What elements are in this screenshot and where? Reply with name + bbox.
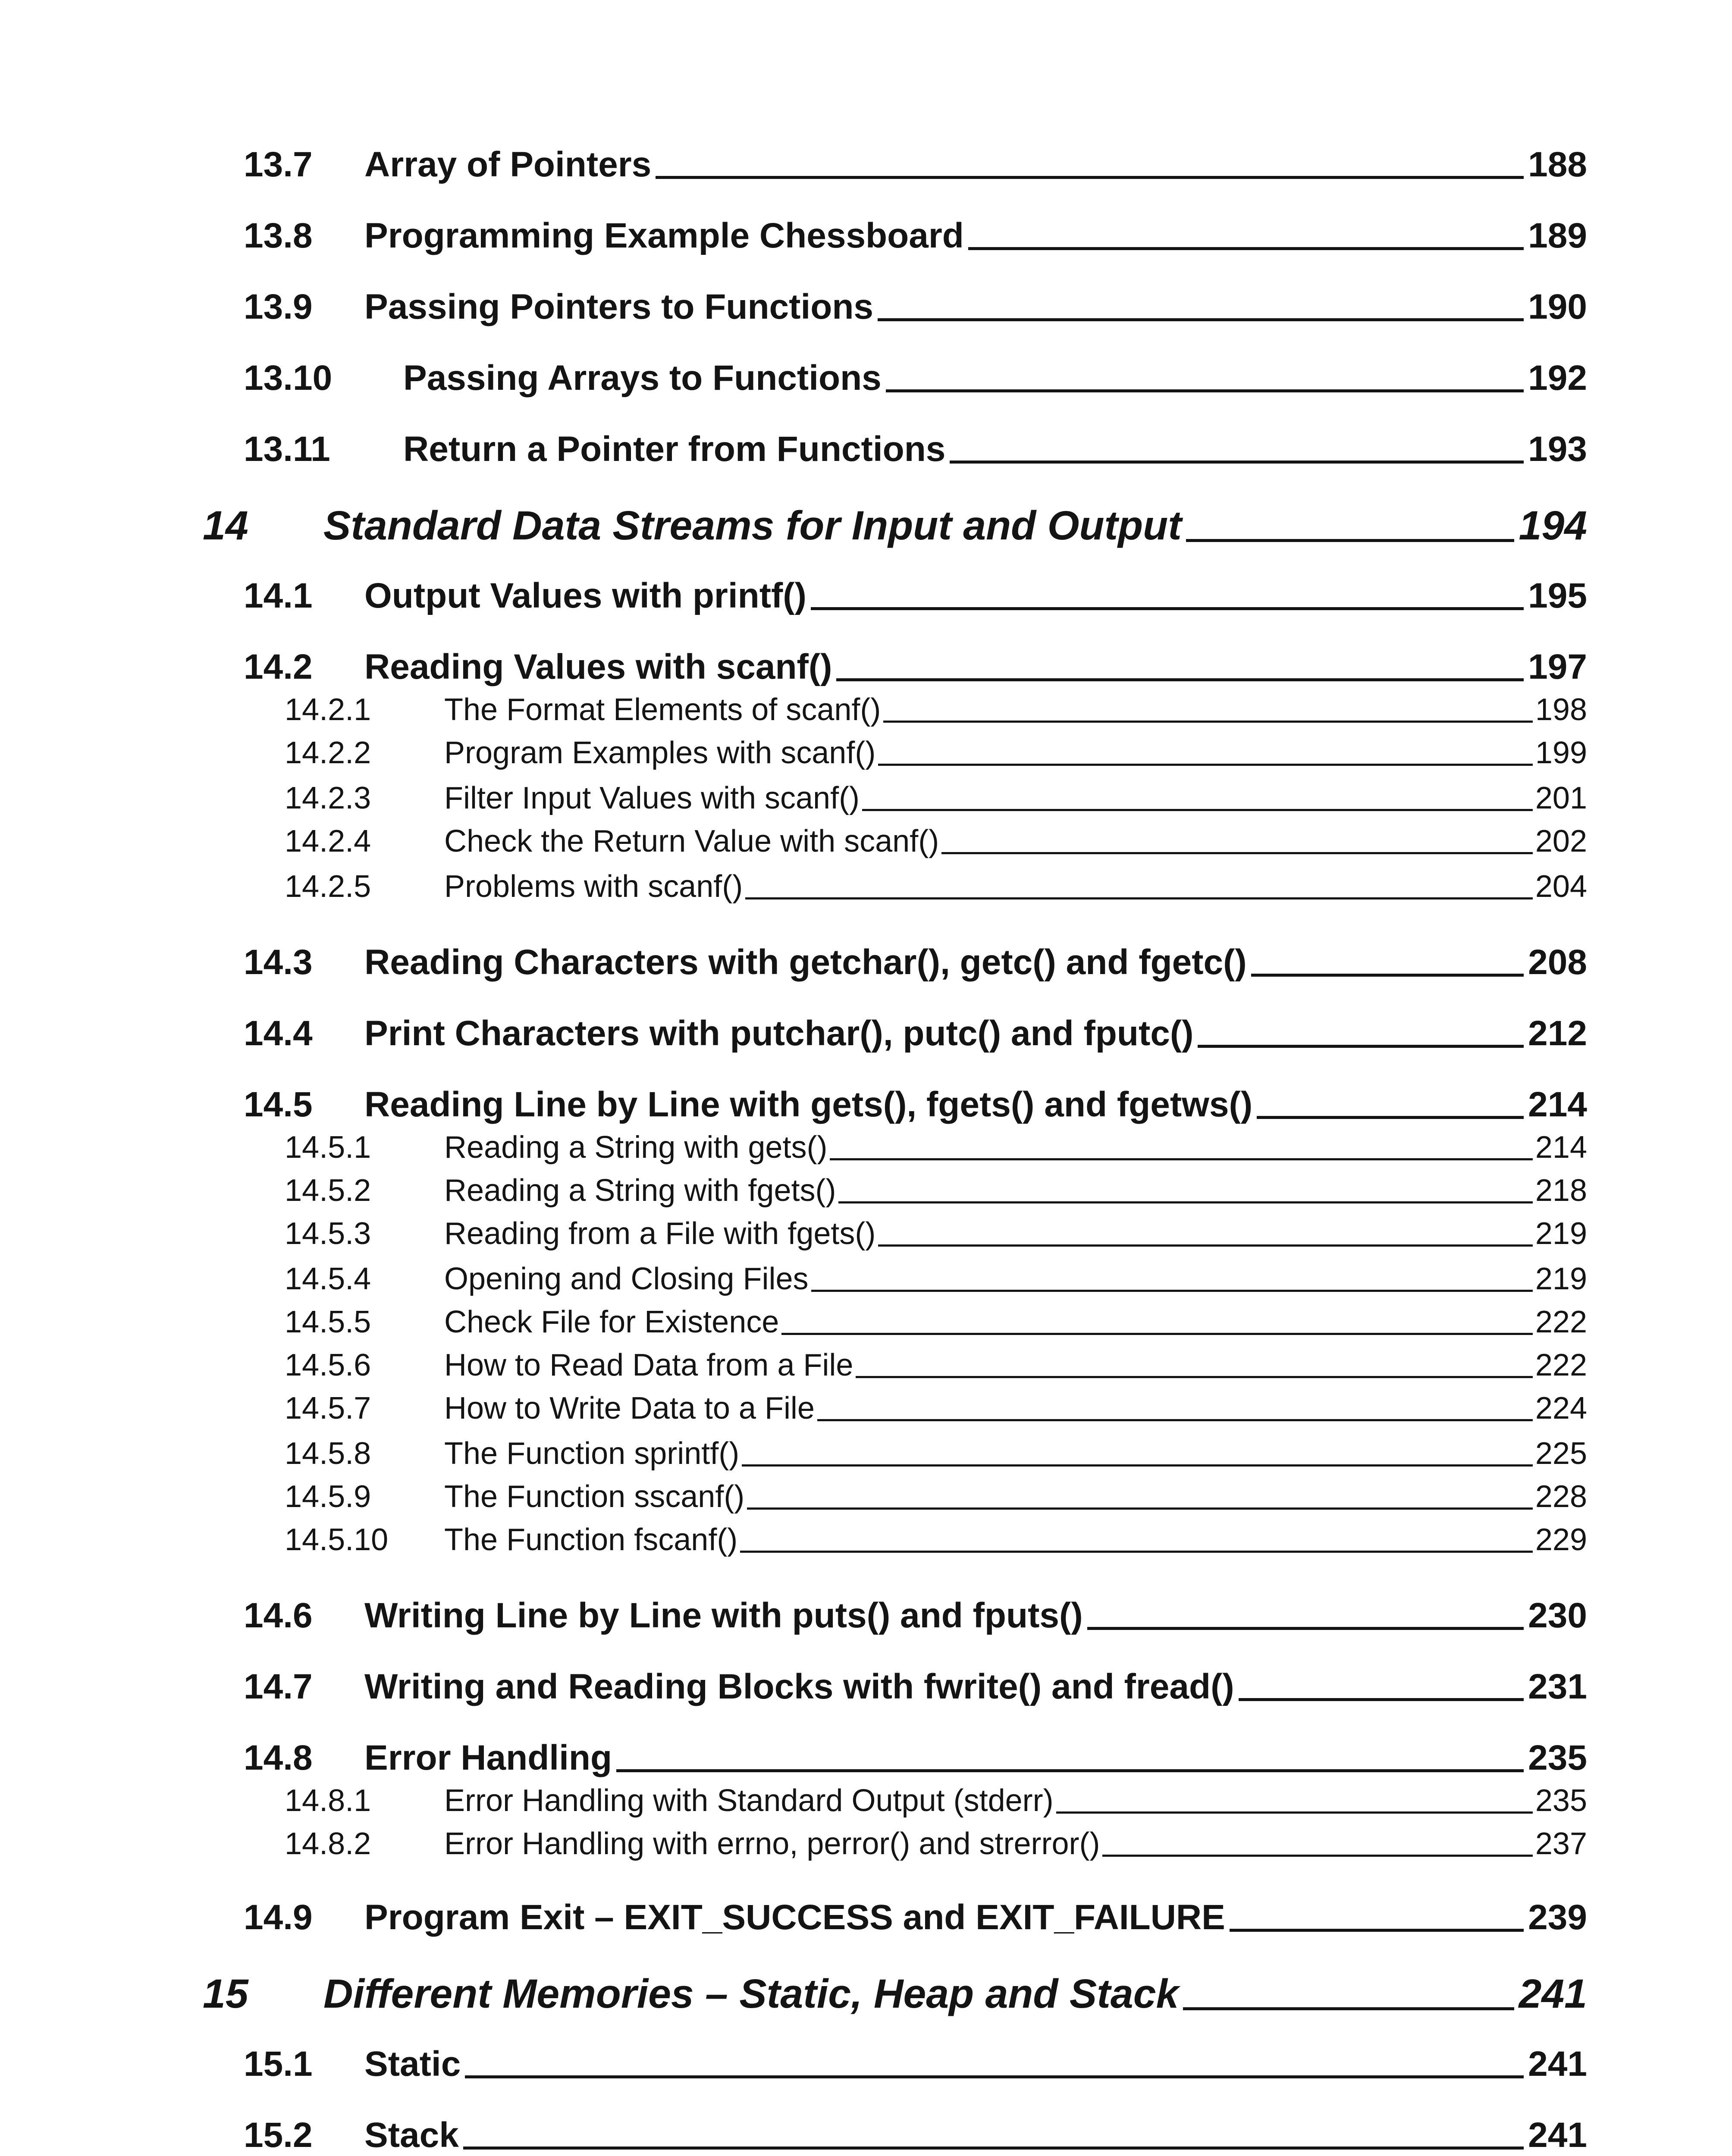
entry-number: 14.8.1 [285,1783,371,1818]
leader-line [838,1201,1532,1203]
entry-title: The Function sscanf() [444,1479,745,1514]
toc-subsection-entry[interactable] [285,824,1587,867]
page-number: 189 [1528,216,1587,255]
entry-number: 14.5.2 [285,1173,371,1208]
toc-subsection-entry[interactable] [285,1479,1587,1522]
leader-line [1183,2007,1514,2010]
entry-title: Error Handling [364,1738,612,1777]
page-number: 195 [1528,576,1587,615]
entry-title: Reading a String with fgets() [444,1173,836,1208]
toc-section-entry[interactable] [244,358,1587,412]
entry-title: Reading a String with gets() [444,1130,828,1165]
toc-section-entry[interactable] [244,2044,1587,2098]
page-number: 214 [1528,1085,1587,1124]
leader-line [1102,1855,1532,1857]
toc-subsection-entry[interactable] [285,735,1587,778]
entry-title: The Function sprintf() [444,1436,740,1471]
leader-line [742,1464,1533,1467]
toc-section-entry[interactable] [244,216,1587,270]
entry-title: Writing and Reading Blocks with fwrite() and fread() [364,1667,1234,1706]
entry-title: Writing Line by Line with puts() and fputs() [364,1596,1083,1635]
leader-line [656,176,1524,179]
toc-section-entry[interactable] [244,429,1587,483]
entry-title: Reading Characters with getchar(), getc() and fgetc() [364,943,1247,982]
leader-line [1230,1929,1524,1932]
toc-subsection-entry[interactable] [285,1173,1587,1216]
page-number: 192 [1528,358,1587,398]
entry-title: Standard Data Streams for Input and Output [323,503,1182,548]
toc-section-entry[interactable] [244,1667,1587,1720]
entry-title: Print Characters with putchar(), putc() and fputc() [364,1014,1194,1053]
toc-section-entry[interactable] [244,576,1587,630]
toc-subsection-entry[interactable] [285,780,1587,824]
page-number: 212 [1528,1014,1587,1053]
entry-number: 14.5.8 [285,1436,371,1471]
entry-title: The Format Elements of scanf() [444,693,881,727]
leader-line [1056,1811,1533,1814]
entry-number: 14.6 [244,1596,313,1635]
toc-subsection-entry[interactable] [285,869,1587,912]
entry-title: Static [364,2044,461,2084]
toc-section-entry[interactable] [244,1897,1587,1951]
toc-subsection-entry[interactable] [285,1783,1587,1826]
leader-line [883,721,1533,723]
leader-line [878,764,1533,766]
leader-line [968,247,1524,250]
entry-title: The Function fscanf() [444,1523,738,1557]
toc-section-entry[interactable] [244,144,1587,198]
page-number: 214 [1535,1130,1587,1165]
entry-number: 13.7 [244,145,313,184]
page-number: 193 [1528,429,1587,469]
toc-section-entry[interactable] [244,942,1587,996]
toc-subsection-entry[interactable] [285,692,1587,735]
entry-title: How to Write Data to a File [444,1391,815,1426]
entry-number: 14.8 [244,1738,313,1777]
toc-subsection-entry[interactable] [285,1391,1587,1434]
leader-line [817,1419,1533,1421]
toc-chapter-entry[interactable] [203,502,1587,563]
entry-title: Error Handling with errno, perror() and strerror() [444,1827,1100,1861]
entry-number: 14.5.3 [285,1216,371,1251]
entry-title: Opening and Closing Files [444,1262,809,1296]
entry-number: 14.2.5 [285,869,371,904]
leader-line [941,852,1533,854]
page-number: 218 [1535,1173,1587,1208]
toc-chapter-entry[interactable] [203,1971,1587,2031]
leader-line [830,1158,1532,1160]
entry-title: Stack [364,2115,459,2155]
leader-line [856,1376,1532,1378]
page-number: 201 [1535,781,1587,815]
entry-number: 14.2.1 [285,693,371,727]
toc-subsection-entry[interactable] [285,1216,1587,1259]
toc-section-entry[interactable] [244,1595,1587,1649]
leader-line [811,1290,1533,1292]
leader-line [745,897,1533,899]
toc-subsection-entry[interactable] [285,1304,1587,1348]
entry-number: 14.5.9 [285,1479,371,1514]
entry-number: 14.8.2 [285,1827,371,1861]
page-number: 235 [1535,1783,1587,1818]
toc-section-entry[interactable] [244,287,1587,341]
leader-line [1087,1627,1524,1630]
leader-line [836,678,1524,681]
entry-title: Check File for Existence [444,1305,779,1339]
entry-number: 15.2 [244,2115,313,2155]
entry-title: Program Exit – EXIT_SUCCESS and EXIT_FAILURE [364,1898,1225,1937]
entry-number: 14.5.5 [285,1305,371,1339]
page-number: 208 [1528,943,1587,982]
toc-subsection-entry[interactable] [285,1261,1587,1304]
page-number: 222 [1535,1305,1587,1339]
page-number: 202 [1535,824,1587,859]
entry-number: 14.2.2 [285,736,371,770]
page-number: 239 [1528,1898,1587,1937]
page-number: 229 [1535,1523,1587,1557]
page-number: 190 [1528,287,1587,326]
toc-subsection-entry[interactable] [285,1130,1587,1173]
entry-number: 14.3 [244,943,313,982]
entry-title: Programming Example Chessboard [364,216,964,255]
page-number: 225 [1535,1436,1587,1471]
entry-number: 14.9 [244,1898,313,1937]
entry-title: Return a Pointer from Functions [403,429,946,469]
entry-title: Array of Pointers [364,145,652,184]
toc-subsection-entry[interactable] [285,1348,1587,1391]
page-number: 188 [1528,145,1587,184]
page-number: 241 [1519,1971,1587,2017]
page-number: 204 [1535,869,1587,904]
toc-subsection-entry[interactable] [285,1436,1587,1479]
leader-line [1257,1116,1524,1119]
entry-title: Reading from a File with fgets() [444,1216,876,1251]
page-number: 194 [1519,503,1587,548]
entry-number: 14.1 [244,576,313,615]
leader-line [862,809,1533,811]
page-number: 235 [1528,1738,1587,1777]
entry-number: 13.11 [244,429,330,469]
entry-number: 15.1 [244,2044,313,2084]
toc-section-entry[interactable] [244,2115,1587,2156]
entry-number: 14.2 [244,647,313,686]
page-number: 228 [1535,1479,1587,1514]
leader-line [740,1551,1533,1553]
entry-number: 14.5 [244,1085,313,1124]
page-number: 199 [1535,736,1587,770]
toc-subsection-entry[interactable] [285,1826,1587,1869]
entry-title: Reading Line by Line with gets(), fgets() and fgetws() [364,1085,1253,1124]
page-number: 237 [1535,1827,1587,1861]
entry-number: 13.10 [244,358,333,398]
leader-line [465,2075,1524,2078]
leader-line [781,1333,1533,1335]
page-number: 198 [1535,693,1587,727]
page-number: 231 [1528,1667,1587,1706]
page-number: 219 [1535,1262,1587,1296]
entry-number: 14.5.6 [285,1348,371,1382]
entry-number: 14.5.1 [285,1130,371,1165]
entry-title: Passing Pointers to Functions [364,287,874,326]
entry-number: 14.5.7 [285,1391,371,1426]
entry-number: 14.4 [244,1014,313,1053]
page-number: 241 [1528,2044,1587,2084]
leader-line [616,1769,1524,1772]
leader-line [811,607,1524,610]
entry-title: Reading Values with scanf() [364,647,832,686]
entry-title: Problems with scanf() [444,869,743,904]
entry-title: Different Memories – Static, Heap and Stack [323,1971,1179,2017]
leader-line [747,1507,1533,1510]
entry-title: Filter Input Values with scanf() [444,781,860,815]
page-number: 224 [1535,1391,1587,1426]
leader-line [886,389,1524,392]
leader-line [1198,1045,1524,1048]
entry-number: 14.5.10 [285,1523,389,1557]
leader-line [1239,1698,1524,1701]
toc-section-entry[interactable] [244,1013,1587,1067]
page-number: 219 [1535,1216,1587,1251]
entry-title: Output Values with printf() [364,576,806,615]
leader-line [878,318,1524,321]
page-number: 230 [1528,1596,1587,1635]
leader-line [1251,974,1524,977]
toc-subsection-entry[interactable] [285,1522,1587,1565]
entry-title: Error Handling with Standard Output (stderr) [444,1783,1054,1818]
entry-number: 14.2.4 [285,824,371,859]
entry-title: How to Read Data from a File [444,1348,853,1382]
leader-line [1186,539,1515,542]
entry-number: 14.2.3 [285,781,371,815]
entry-number: 14 [203,503,248,548]
leader-line [950,461,1524,464]
page-number: 241 [1528,2115,1587,2155]
entry-number: 15 [203,1971,248,2017]
entry-title: Passing Arrays to Functions [403,358,882,398]
page-number: 197 [1528,647,1587,686]
entry-title: Program Examples with scanf() [444,736,876,770]
entry-number: 13.9 [244,287,313,326]
entry-number: 14.5.4 [285,1262,371,1296]
page-number: 222 [1535,1348,1587,1382]
entry-title: Check the Return Value with scanf() [444,824,939,859]
entry-number: 13.8 [244,216,313,255]
leader-line [878,1244,1532,1247]
leader-line [463,2147,1524,2150]
entry-number: 14.7 [244,1667,313,1706]
